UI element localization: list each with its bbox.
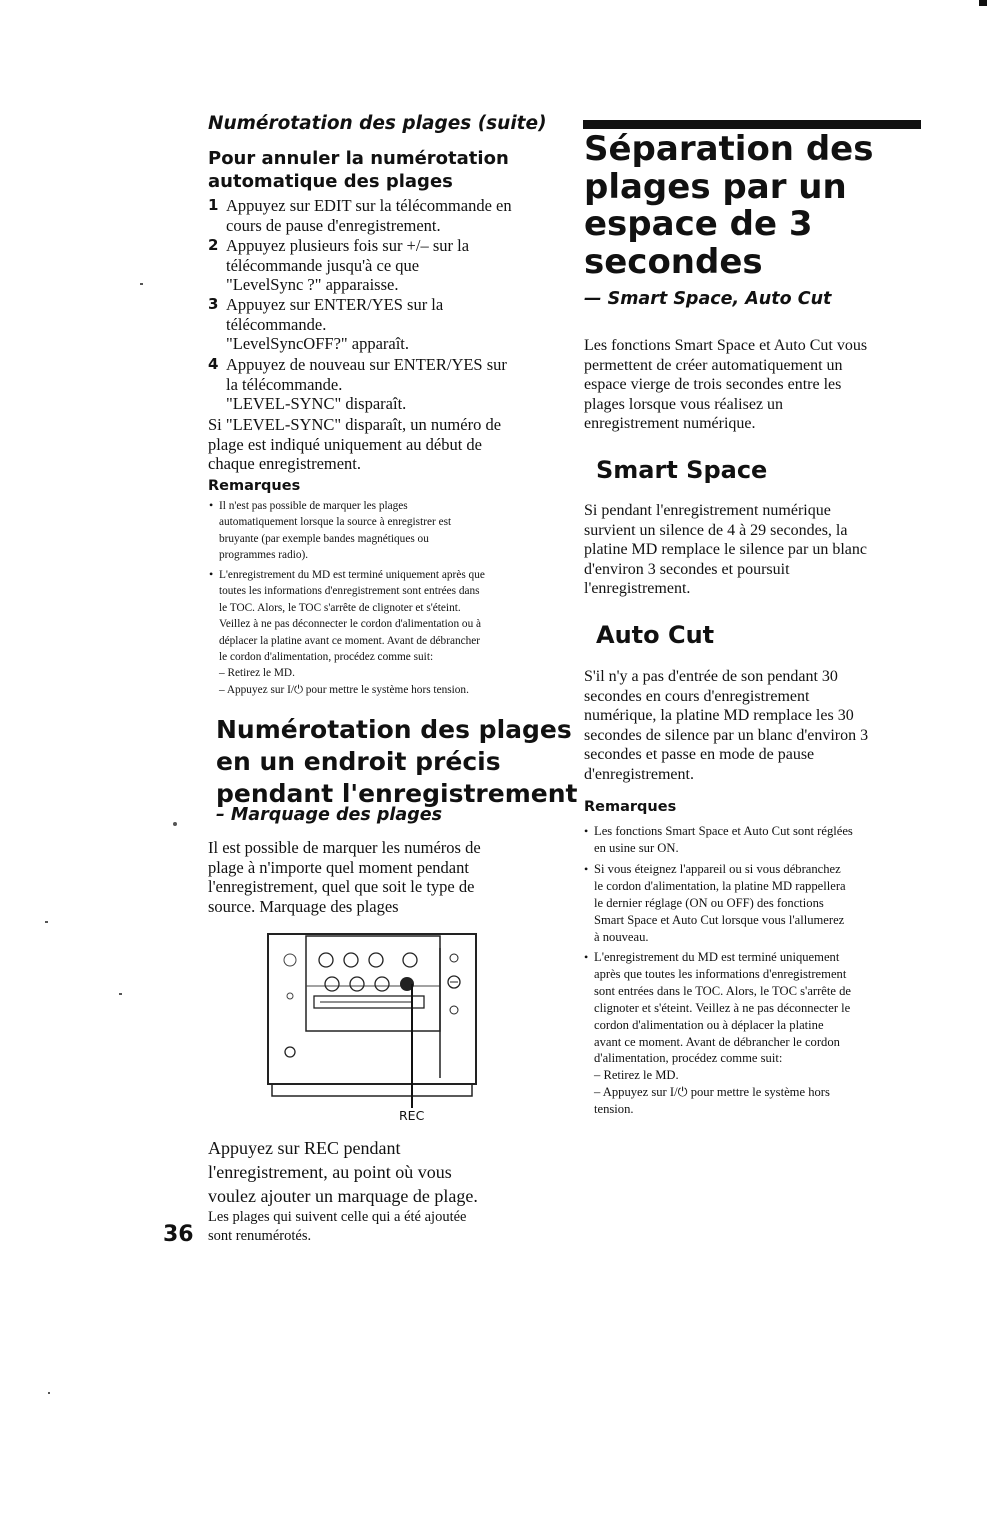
step-number: 2 bbox=[208, 236, 219, 254]
section-subtitle: – Marquage des plages bbox=[216, 805, 443, 825]
control-panel bbox=[306, 936, 440, 1031]
auto-cut-heading: Auto Cut bbox=[596, 621, 715, 649]
right-intro: Les fonctions Smart Space et Auto Cut vous permettent de créer automatiquement un espace vierge de trois secondes entre les plages lorsque vous réalisez un enregistrement numérique. bbox=[584, 337, 868, 432]
step-number: 1 bbox=[208, 196, 219, 214]
deck-base bbox=[272, 1084, 472, 1096]
left-remark-1: • Il n'est pas possible de marquer les plages automatiquement lorsque la source à enregistrer est bruyante (par exemple bandes magnétiques ou programmes radio). bbox=[209, 498, 452, 562]
scan-speck bbox=[48, 1392, 50, 1394]
final-note: Les plages qui suivent celle qui a été ajoutée sont renumérotés. bbox=[208, 1209, 467, 1244]
section-title: Numérotation des plages en un endroit précis pendant l'enregistrement bbox=[216, 715, 578, 808]
button-row-top bbox=[319, 953, 417, 967]
scan-speck bbox=[140, 283, 143, 285]
smart-space-heading: Smart Space bbox=[596, 456, 768, 484]
section-intro: Il est possible de marquer les numéros de plage à n'importe quel moment pendant l'enregistrement, quel que soit le type de source. Marquage des plages bbox=[208, 838, 481, 916]
left-remarks-heading: Remarques bbox=[208, 478, 301, 494]
step-2: 2 Appuyez plusieurs fois sur +/– sur la télécommande jusqu'à ce que "LevelSync ?" apparaisse. bbox=[208, 236, 470, 294]
instruction: Appuyez sur REC pendant l'enregistrement, au point où vous voulez ajouter un marquage de plage. bbox=[208, 1138, 478, 1206]
step-number: 4 bbox=[208, 355, 219, 373]
right-subtitle: — Smart Space, Auto Cut bbox=[584, 289, 832, 309]
step-1: 1 Appuyez sur EDIT sur la télécommande en cours de pause d'enregistrement. bbox=[208, 196, 512, 235]
rec-label: REC bbox=[399, 1108, 425, 1123]
scan-speck bbox=[119, 993, 122, 995]
right-remark-1: • Les fonctions Smart Space et Auto Cut sont réglées en usine sur ON. bbox=[584, 824, 853, 855]
smart-space-text: Si pendant l'enregistrement numérique survient un silence de 4 à 29 secondes, la platine MD remplace le silence par un blanc d'environ 3 secondes et poursuit l'enregistrement. bbox=[584, 502, 867, 597]
auto-cut-text: S'il n'y a pas d'entrée de son pendant 30 secondes en cours d'enregistrement numérique, la platine MD remplace les 30 secondes de silence par un blanc d'environ 3 secondes et passe en mode de pause d'enregistrement. bbox=[584, 668, 869, 783]
title-rule bbox=[583, 120, 921, 129]
page-number: 36 bbox=[163, 1222, 194, 1247]
after-steps-text: Si "LEVEL-SYNC" disparaît, un numéro de plage est indiqué uniquement au début de chaque enregistrement. bbox=[208, 415, 502, 473]
left-remark-2: • L'enregistrement du MD est terminé uniquement après que toutes les informations d'enregistrement sont entrées dans le TOC. Alors, le TOC s'arrête de clignoter et s'éteint. Veillez à ne pas déconnecter le cordon d'alimentation ou à déplacer la platine avant ce moment. Avant de débrancher le cordon d'alimentation, procédez comme suit: – Retirez le MD. – Appuyez sur I/⏻ pour mettre le système hors tension. bbox=[209, 567, 485, 696]
right-remarks-heading: Remarques bbox=[584, 799, 677, 815]
corner-mark bbox=[979, 0, 987, 6]
button-row-bottom bbox=[325, 977, 389, 991]
bullet-icon: • bbox=[584, 824, 589, 838]
md-deck-illustration bbox=[262, 918, 482, 1108]
right-remark-2: • Si vous éteignez l'appareil ou si vous débranchez le cordon d'alimentation, la platine MD rappellera le dernier réglage (ON ou OFF) des fonctions Smart Space et Auto Cut lorsque vous l'allumerez à nouveau. bbox=[584, 862, 846, 944]
deck-body bbox=[268, 934, 476, 1084]
scan-speck bbox=[45, 921, 48, 923]
step-4: 4 Appuyez de nouveau sur ENTER/YES sur la télécommande. "LEVEL-SYNC" disparaît. bbox=[208, 355, 507, 413]
scan-speck bbox=[173, 822, 177, 826]
bullet-icon: • bbox=[584, 950, 589, 964]
step-3: 3 Appuyez sur ENTER/YES sur la télécommande. "LevelSyncOFF?" apparaît. bbox=[208, 295, 444, 353]
right-remark-3: • L'enregistrement du MD est terminé uniquement après que toutes les informations d'enregistrement sont entrées dans le TOC. Alors, le TOC s'arrête de clignoter et s'éteint. Veillez à ne pas déconnecter le cordon d'alimentation ou à déplacer la platine avant ce moment. Avant de débrancher le cordon d'alimentation, procédez comme suit: – Retirez le MD. – Appuyez sur I/⏻ pour mettre le système hors tension. bbox=[584, 950, 852, 1117]
continued-title: Numérotation des plages (suite) bbox=[208, 113, 547, 134]
bullet-icon: • bbox=[209, 498, 214, 512]
bullet-icon: • bbox=[584, 862, 589, 876]
bullet-icon: • bbox=[209, 567, 214, 581]
cancel-heading: Pour annuler la numérotation automatique des plages bbox=[208, 148, 509, 192]
right-title: Séparation des plages par un espace de 3 secondes bbox=[584, 129, 874, 282]
step-number: 3 bbox=[208, 295, 219, 313]
